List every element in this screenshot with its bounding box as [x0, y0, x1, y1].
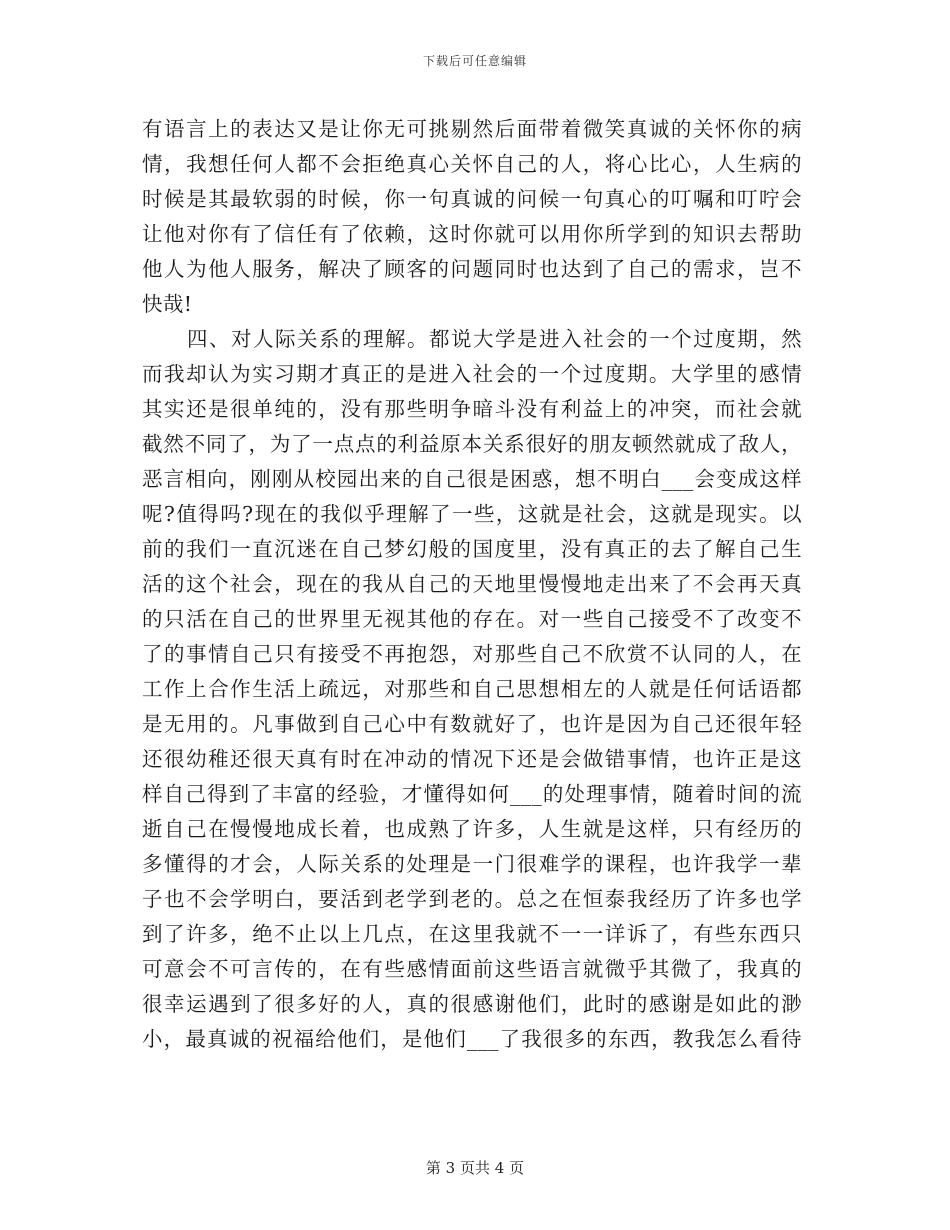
text-line: 很幸运遇到了很多好的人，真的很感谢他们，此时的感谢是如此的渺 — [142, 992, 802, 1016]
text-line: 恶言相向，刚刚从校园出来的自己很是困惑，想不明白___会变成这样 — [142, 467, 802, 491]
text-line: 呢?值得吗?现在的我似乎理解了一些，这就是社会，这就是现实。以 — [142, 502, 802, 526]
text-line: 是无用的。凡事做到自己心中有数就好了，也许是因为自己还很年轻 — [142, 712, 802, 736]
paragraph-start-line: 四、对人际关系的理解。都说大学是进入社会的一个过度期，然 — [187, 327, 802, 351]
text-line: 让他对你有了信任有了依赖，这时你就可以用你所学到的知识去帮助 — [142, 222, 802, 246]
text-line: 还很幼稚还很天真有时在冲动的情况下还是会做错事情，也许正是这 — [142, 747, 802, 771]
text-line: 他人为他人服务，解决了顾客的问题同时也达到了自己的需求，岂不 — [142, 257, 802, 281]
document-body — [142, 112, 802, 1057]
page-header: 下载后可任意编辑 — [422, 54, 527, 68]
text-line: 了的事情自己只有接受不再抱怨，对那些自己不欣赏不认同的人，在 — [142, 642, 802, 666]
text-line: 小，最真诚的祝福给他们，是他们___了我很多的东西，教我怎么看待 — [142, 1027, 802, 1051]
text-line: 前的我们一直沉迷在自己梦幻般的国度里，没有真正的去了解自己生 — [142, 537, 802, 561]
text-line: 其实还是很单纯的，没有那些明争暗斗没有利益上的冲突，而社会就 — [142, 397, 802, 421]
text-line: 情，我想任何人都不会拒绝真心关怀自己的人，将心比心，人生病的 — [142, 152, 802, 176]
text-line: 的只活在自己的世界里无视其他的存在。对一些自己接受不了改变不 — [142, 607, 802, 631]
text-line: 时候是其最软弱的时候，你一句真诚的问候一句真心的叮嘱和叮咛会 — [142, 187, 802, 211]
text-line: 工作上合作生活上疏远，对那些和自己思想相左的人就是任何话语都 — [142, 677, 802, 701]
page-number-footer: 第 3 页共 4 页 — [425, 1159, 525, 1177]
text-line: 有语言上的表达又是让你无可挑剔然后面带着微笑真诚的关怀你的病 — [142, 117, 802, 141]
text-line: 活的这个社会，现在的我从自己的天地里慢慢地走出来了不会再天真 — [142, 572, 802, 596]
text-line: 可意会不可言传的，在有些感情面前这些语言就微乎其微了，我真的 — [142, 957, 802, 981]
text-line: 子也不会学明白，要活到老学到老的。总之在恒泰我经历了许多也学 — [142, 887, 802, 911]
text-line: 到了许多，绝不止以上几点，在这里我就不一一详诉了，有些东西只 — [142, 922, 802, 946]
text-line: 快哉! — [142, 292, 193, 316]
text-line: 样自己得到了丰富的经验，才懂得如何___的处理事情，随着时间的流 — [142, 782, 802, 806]
text-line: 而我却认为实习期才真正的是进入社会的一个过度期。大学里的感情 — [142, 362, 802, 386]
text-line: 逝自己在慢慢地成长着，也成熟了许多，人生就是这样，只有经历的 — [142, 817, 802, 841]
text-line: 截然不同了，为了一点点的利益原本关系很好的朋友顿然就成了敌人， — [142, 432, 802, 456]
text-line: 多懂得的才会，人际关系的处理是一门很难学的课程，也许我学一辈 — [142, 852, 802, 876]
